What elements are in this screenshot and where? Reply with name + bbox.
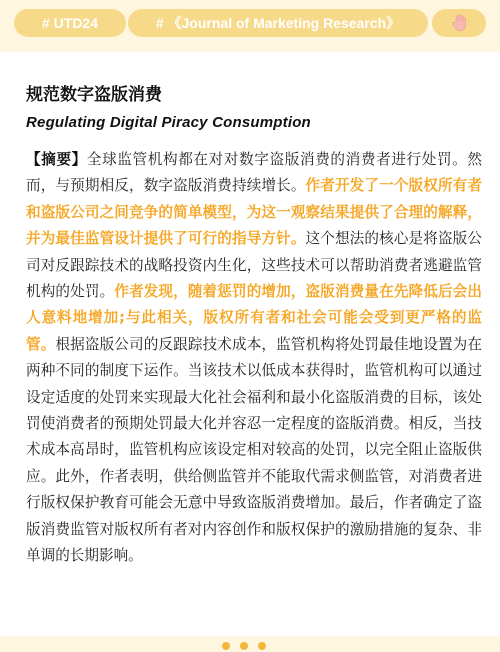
footer-dot xyxy=(240,642,248,650)
article-title-en: Regulating Digital Piracy Consumption xyxy=(26,114,311,131)
abstract-segment: 全球监管机构都在对对数字盗版消费的消费者进行处罚。然而，与预期相反，数字盗版消费持续增长。 xyxy=(26,151,482,195)
hand-icon-button[interactable] xyxy=(432,9,486,37)
footer-dots xyxy=(222,642,266,650)
abstract-segment: 根据盗版公司的反跟踪技术成本，监管机构将处罚最佳地设置为在两种不同的制度下运作。当该技术以低成本获得时，监管机构可以通过设定适度的处罚来实现最大化社会福利和最小化盗版消费的目标，该处罚使消费者的预期处罚最大化并容忍一定程度的盗版消费。相反，当技术成本高昂时，监管机构应该设定相对较高的处罚，以完全阻止盗版供应。此外，作者表明，供给侧监管并不能取代需求侧监管，对消费者进行版权保护教育可能会无意中导致盗版消费增加。最后，作者确定了盗版消费监管对版权所有者对内容创作和版权保护的激励措施的复杂、非单调的长期影响。 xyxy=(26,335,482,565)
tag-journal[interactable]: # 《Journal of Marketing Research》 xyxy=(128,9,428,37)
tag-utd24[interactable]: # UTD24 xyxy=(14,9,126,37)
footer-dot xyxy=(258,642,266,650)
abstract-paragraph xyxy=(26,147,482,570)
abstract-highlight: 作者发现，随着惩罚的增加，盗版消费量在先降低后会出人意料地增加;与此相关，版权所有者和社会可能会受到更严格的监管。 xyxy=(26,283,482,353)
abstract-label: 【摘要】 xyxy=(26,151,87,168)
footer-dot xyxy=(222,642,230,650)
article-title-cn: 规范数字盗版消费 xyxy=(26,85,162,105)
abstract-segment: 这个想法的核心是将盗版公司对反跟踪技术的战略投资内生化，这些技术可以帮助消费者逃避监管机构的处罚。 xyxy=(26,230,482,301)
abstract-highlight: 作者开发了一个版权所有者和盗版公司之间竞争的简单模型，为这一观察结果提供了合理的解释，并为最佳监管设计提供了可行的指导方针。 xyxy=(26,177,482,248)
hand-icon xyxy=(451,14,467,32)
